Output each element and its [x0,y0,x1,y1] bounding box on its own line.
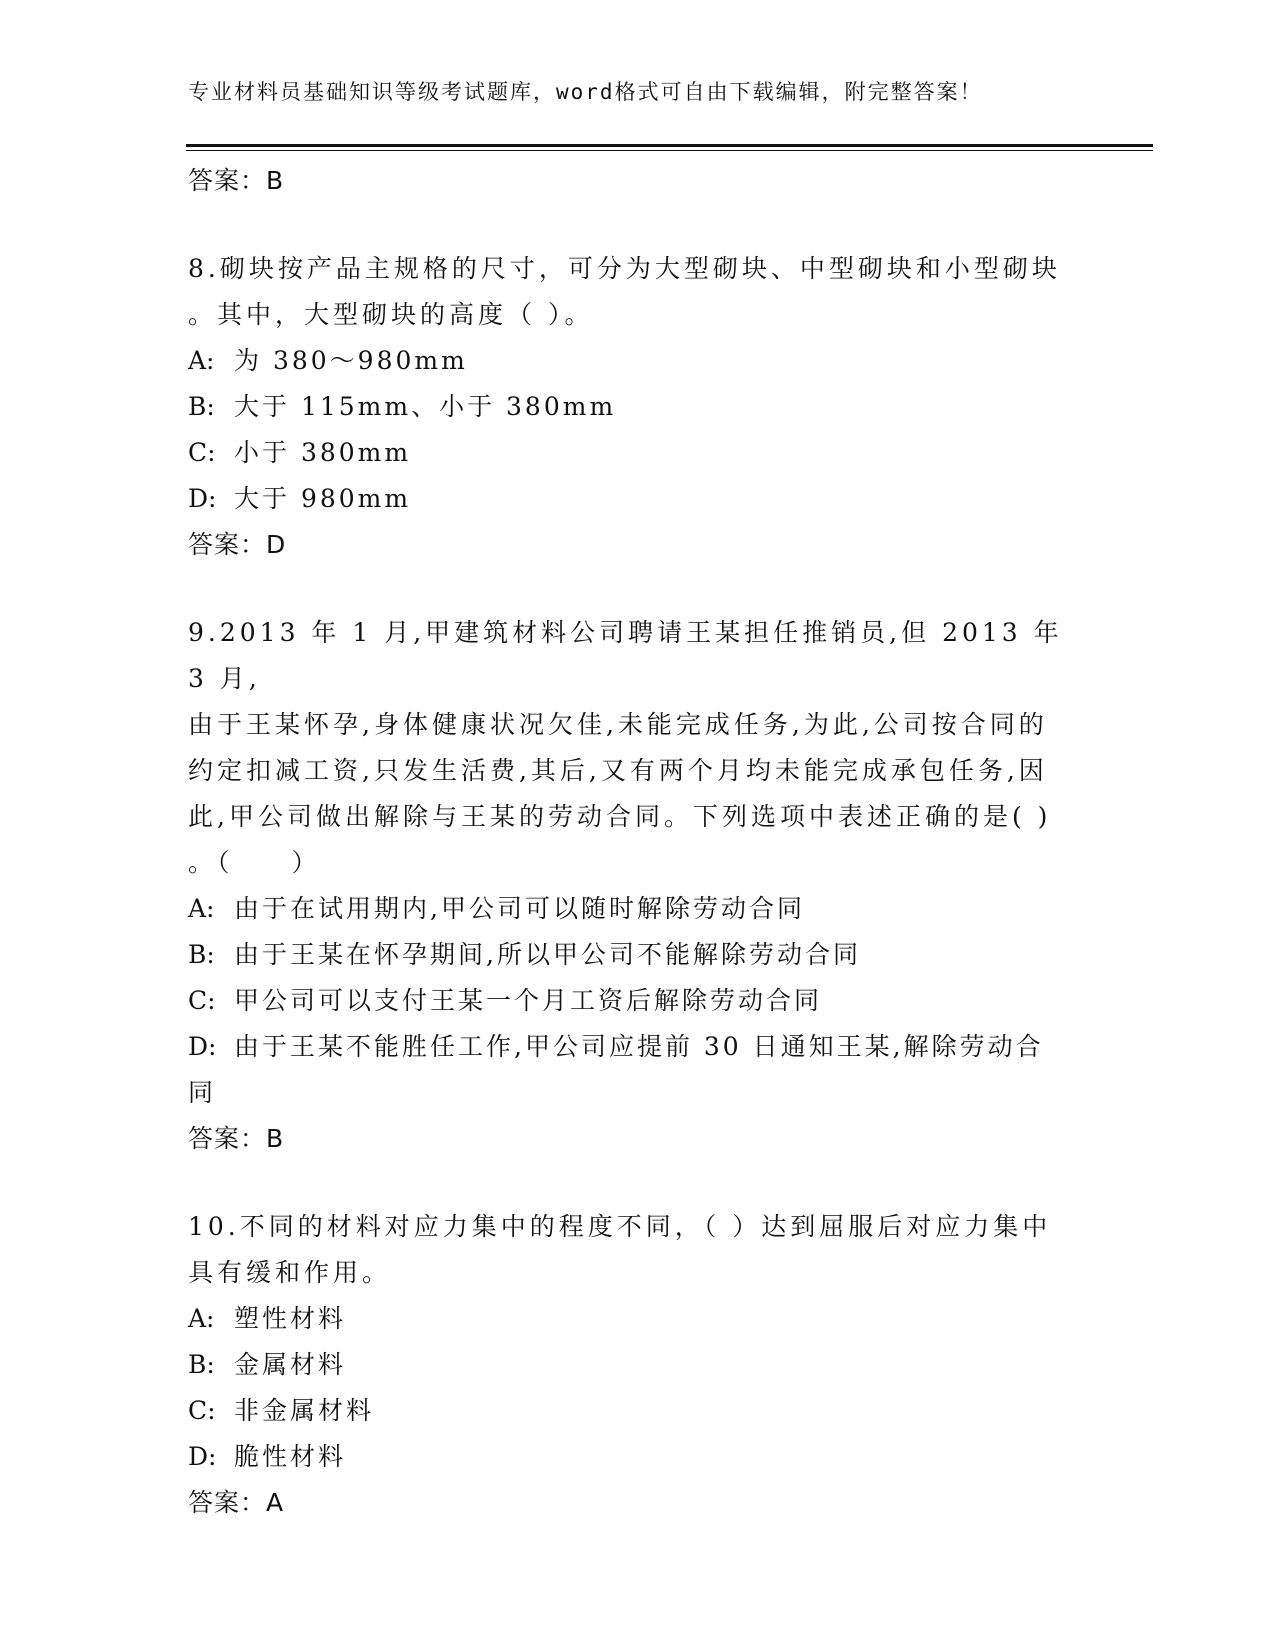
question-8-answer [188,522,1078,568]
question-9-line-3: 约定扣减工资,只发生活费,其后,又有两个月均未能完成承包任务,因 [188,756,1048,785]
option-letter: C: [188,438,216,467]
answer-label: 答案： [188,1124,267,1153]
option-b [188,1342,1078,1388]
option-text: 非金属材料 [234,1396,375,1425]
option-a [188,338,1078,384]
option-d [188,1024,1078,1070]
option-letter: D: [188,1442,217,1471]
option-c [188,430,1078,476]
question-number: 10. [188,1212,240,1241]
option-b [188,932,1078,978]
previous-answer [188,158,1078,204]
header-rule-thick [186,144,1153,147]
option-text: 金属材料 [234,1350,347,1379]
question-number: 8. [188,254,220,283]
option-letter: C: [188,1396,216,1425]
option-letter: A: [188,894,215,923]
option-letter: B: [188,392,215,421]
option-text: 同 [188,1078,217,1107]
option-text: 甲公司可以支付王某一个月工资后解除劳动合同 [234,986,823,1015]
header-rule-thin [186,150,1153,151]
answer-value: D [266,530,287,559]
question-10-line-1: 10.不同的材料对应力集中的程度不同，（ ）达到屈服后对应力集中 [188,1212,1052,1241]
question-8-line-2: 。其中，大型砌块的高度（ ）。 [188,300,594,329]
option-text: 由于在试用期内,甲公司可以随时解除劳动合同 [234,894,805,923]
question-10-answer [188,1480,1078,1526]
option-d-continued [188,1070,1078,1116]
option-c [188,1388,1078,1434]
option-b [188,384,1078,430]
option-d [188,1434,1078,1480]
option-letter: A: [188,346,215,375]
option-text: 大于 115mm、小于 380mm [234,392,617,421]
option-text: 大于 980mm [234,484,412,513]
option-text: 脆性材料 [234,1442,347,1471]
answer-value: A [266,1488,285,1517]
question-9-line-1: 9.2013 年 1 月,甲建筑材料公司聘请王某担任推销员,但 2013 年 3 月, [188,618,1063,693]
option-a [188,1296,1078,1342]
option-text: 塑性材料 [234,1304,347,1333]
answer-label: 答案： [188,530,267,559]
answer-value: B [266,1124,285,1153]
option-letter: C: [188,986,216,1015]
option-d [188,476,1078,522]
question-10-line-2: 具有缓和作用。 [188,1258,392,1287]
option-text: 为 380～980mm [234,346,468,375]
option-text: 小于 380mm [234,438,412,467]
option-letter: B: [188,1350,215,1379]
question-8-line-1: 8.砌块按产品主规格的尺寸，可分为大型砌块、中型砌块和小型砌块 [188,254,1061,283]
option-letter: B: [188,940,215,969]
question-9-answer [188,1116,1078,1162]
page-header: 专业材料员基础知识等级考试题库，word格式可自由下载编辑，附完整答案！ [188,80,983,104]
option-letter: D: [188,1032,217,1061]
answer-value: B [266,166,285,195]
option-text: 由于王某在怀孕期间,所以甲公司不能解除劳动合同 [234,940,861,969]
question-9-line-5: 。（ ） [188,848,321,877]
option-text: 由于王某不能胜任工作,甲公司应提前 30 日通知王某,解除劳动合 [234,1032,1044,1061]
question-9-line-2: 由于王某怀孕,身体健康状况欠佳,未能完成任务,为此,公司按合同的 [188,710,1048,739]
option-letter: A: [188,1304,215,1333]
option-letter: D: [188,484,217,513]
question-number: 9. [188,618,220,647]
answer-label: 答案： [188,166,267,195]
option-c [188,978,1078,1024]
question-9-line-4: 此,甲公司做出解除与王某的劳动合同。下列选项中表述正确的是( ) [188,802,1052,831]
option-a [188,886,1078,932]
question-9 [188,610,1078,1162]
question-list [188,158,1078,1526]
answer-label: 答案： [188,1488,267,1517]
question-8 [188,246,1078,568]
question-10 [188,1204,1078,1526]
